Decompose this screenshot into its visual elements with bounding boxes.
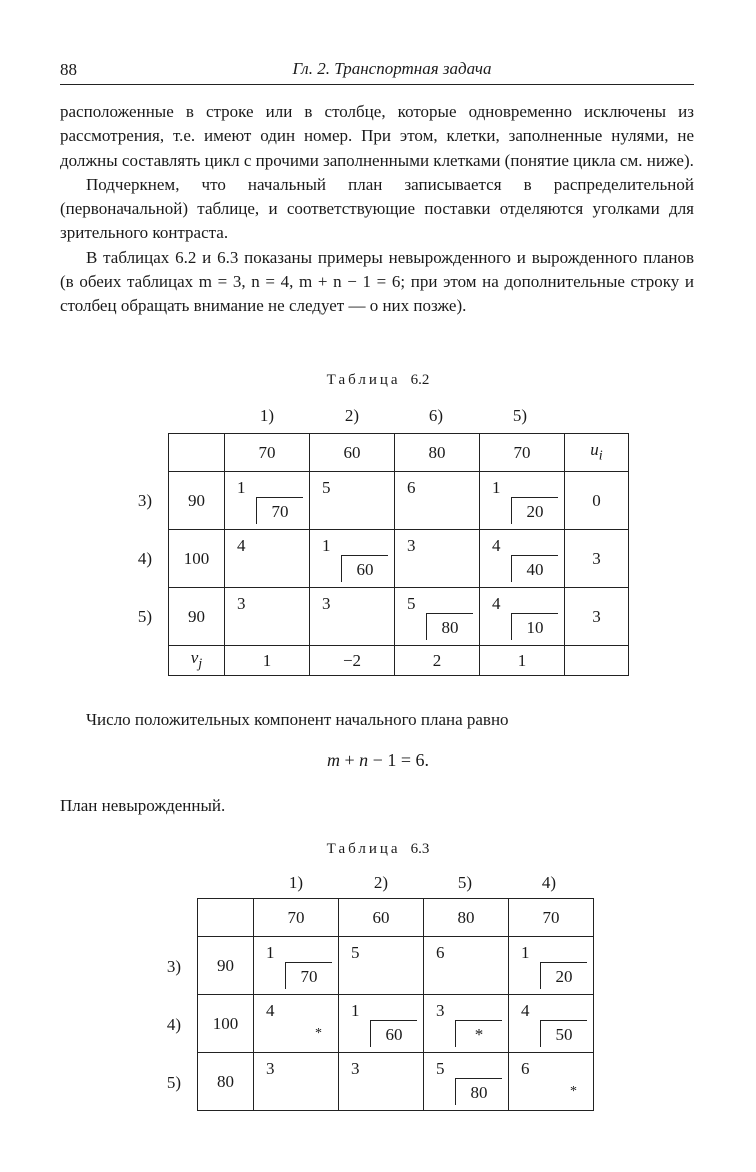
t2-cell: 1 20 — [509, 937, 594, 995]
running-title: Гл. 2. Транспортная задача — [292, 59, 492, 78]
t2-demand: 80 — [424, 899, 509, 937]
t2-cell: 6 — [424, 937, 509, 995]
after-table-text: Число положительных компонент начального плана равно — [86, 710, 509, 729]
t2-cell: 3 — [339, 1053, 424, 1111]
t2-supply: 90 — [198, 937, 254, 995]
t1-supply: 90 — [169, 472, 225, 530]
t2-cell: 1 60 — [339, 995, 424, 1053]
t1-qty-box: 70 — [256, 497, 303, 524]
t1-row-label: 3) — [137, 491, 152, 510]
t2-cell: 3 * — [424, 995, 509, 1053]
t1-cell: 3 — [225, 588, 310, 646]
t1-cell: 5 — [310, 472, 395, 530]
t2-row-label: 5) — [166, 1073, 181, 1092]
table-6-2 — [168, 433, 629, 676]
caption-word: Таблица — [326, 841, 401, 857]
t1-demand: 70 — [480, 434, 565, 472]
t1-v-header: $v_j$ — [169, 646, 225, 676]
t2-demand: 60 — [339, 899, 424, 937]
t2-corner — [198, 899, 254, 937]
t1-cell: 4 40 — [480, 530, 565, 588]
t2-qty-box: 70 — [285, 962, 332, 989]
t1-corner — [169, 434, 225, 472]
t1-supply: 90 — [169, 588, 225, 646]
t2-cell: 1 70 — [254, 937, 339, 995]
t2-supply: 100 — [198, 995, 254, 1053]
t1-col-label: 2) — [344, 406, 360, 425]
t1-cell: 4 10 — [480, 588, 565, 646]
t2-row-label: 3) — [166, 957, 181, 976]
t1-cell: 3 — [310, 588, 395, 646]
t1-row-label: 4) — [137, 549, 152, 568]
t2-cell: 4 50 — [509, 995, 594, 1053]
conclusion: План невырожденный. — [60, 796, 226, 815]
t1-v-value: −2 — [310, 646, 395, 676]
table-6-3 — [197, 898, 594, 1111]
t1-qty-box: 20 — [511, 497, 558, 524]
t1-row-label: 5) — [137, 607, 152, 626]
t1-demand: 70 — [225, 434, 310, 472]
t2-demand: 70 — [254, 899, 339, 937]
t1-qty-box: 10 — [511, 613, 558, 640]
t1-v-value: 1 — [225, 646, 310, 676]
t1-col-label: 6) — [428, 406, 444, 425]
t1-demand: 80 — [395, 434, 480, 472]
t2-qty-box: 60 — [370, 1020, 417, 1047]
t1-u-value: 3 — [565, 530, 629, 588]
t1-cell: 1 60 — [310, 530, 395, 588]
t2-supply: 80 — [198, 1053, 254, 1111]
t2-row-label: 4) — [166, 1015, 181, 1034]
t1-demand: 60 — [310, 434, 395, 472]
paragraph-3: В таблицах 6.2 и 6.3 показаны примеры невырожденного и вырожденного планов (в обеих таблицах m = 3, n = 4, m + n − 1 = 6; при этом на дополнительные строку и столбец обращать внимание не следует — о них позже). — [60, 247, 694, 316]
t1-v-value: 1 — [480, 646, 565, 676]
t1-cell: 1 70 — [225, 472, 310, 530]
body-text — [60, 100, 694, 319]
t1-cell: 1 20 — [480, 472, 565, 530]
t2-qty-box: 20 — [540, 962, 587, 989]
t1-qty-box: 60 — [341, 555, 388, 582]
caption-number: 6.3 — [410, 841, 430, 857]
t1-cell: 4 — [225, 530, 310, 588]
t1-cell: 5 80 — [395, 588, 480, 646]
caption-number: 6.2 — [410, 372, 430, 388]
t1-qty-box: 40 — [511, 555, 558, 582]
t1-u-header: $u_i$ — [565, 434, 629, 472]
t1-u-value: 3 — [565, 588, 629, 646]
t1-u-value: 0 — [565, 472, 629, 530]
page-number: 88 — [60, 60, 77, 79]
t2-col-label: 2) — [373, 873, 389, 892]
t2-qty-box: * — [455, 1020, 502, 1047]
t2-cell: 5 — [339, 937, 424, 995]
table-6-3-caption — [0, 841, 756, 858]
paragraph-1: расположенные в строке или в столбце, которые одновременно исключены из рассмотрения, т.е. имеют один номер. При этом, клетки, заполненные нулями, не должны составлять цикл с прочими заполненными клетками (понятие цикла см. ниже). — [60, 102, 694, 170]
caption-word: Таблица — [326, 372, 401, 388]
t1-col-label: 1) — [259, 406, 275, 425]
t2-cell: 3 — [254, 1053, 339, 1111]
t2-qty-box: 80 — [455, 1078, 502, 1105]
t2-cell: 4 * — [254, 995, 339, 1053]
t1-cell: 3 — [395, 530, 480, 588]
t1-supply: 100 — [169, 530, 225, 588]
table-6-2-caption — [0, 372, 756, 389]
t2-star: * — [570, 1084, 577, 1099]
t2-demand: 70 — [509, 899, 594, 937]
t2-qty-box: 50 — [540, 1020, 587, 1047]
t2-cell: 5 80 — [424, 1053, 509, 1111]
t1-qty-box: 80 — [426, 613, 473, 640]
t2-cell: 6 * — [509, 1053, 594, 1111]
paragraph-2: Подчеркнем, что начальный план записывается в распределительной (первоначальной) таблице, и соответствующие поставки отделяются уголками для зрительного контраста. — [60, 174, 694, 243]
t2-col-label: 5) — [457, 873, 473, 892]
t2-star: * — [315, 1026, 322, 1041]
t1-v-value: 2 — [395, 646, 480, 676]
t2-col-label: 4) — [541, 873, 557, 892]
page-header — [60, 58, 694, 85]
t2-col-label: 1) — [288, 873, 304, 892]
t1-col-label: 5) — [512, 406, 528, 425]
t1-v-empty — [565, 646, 629, 676]
t1-cell: 6 — [395, 472, 480, 530]
formula: m + n − 1 = 6. — [327, 750, 429, 770]
